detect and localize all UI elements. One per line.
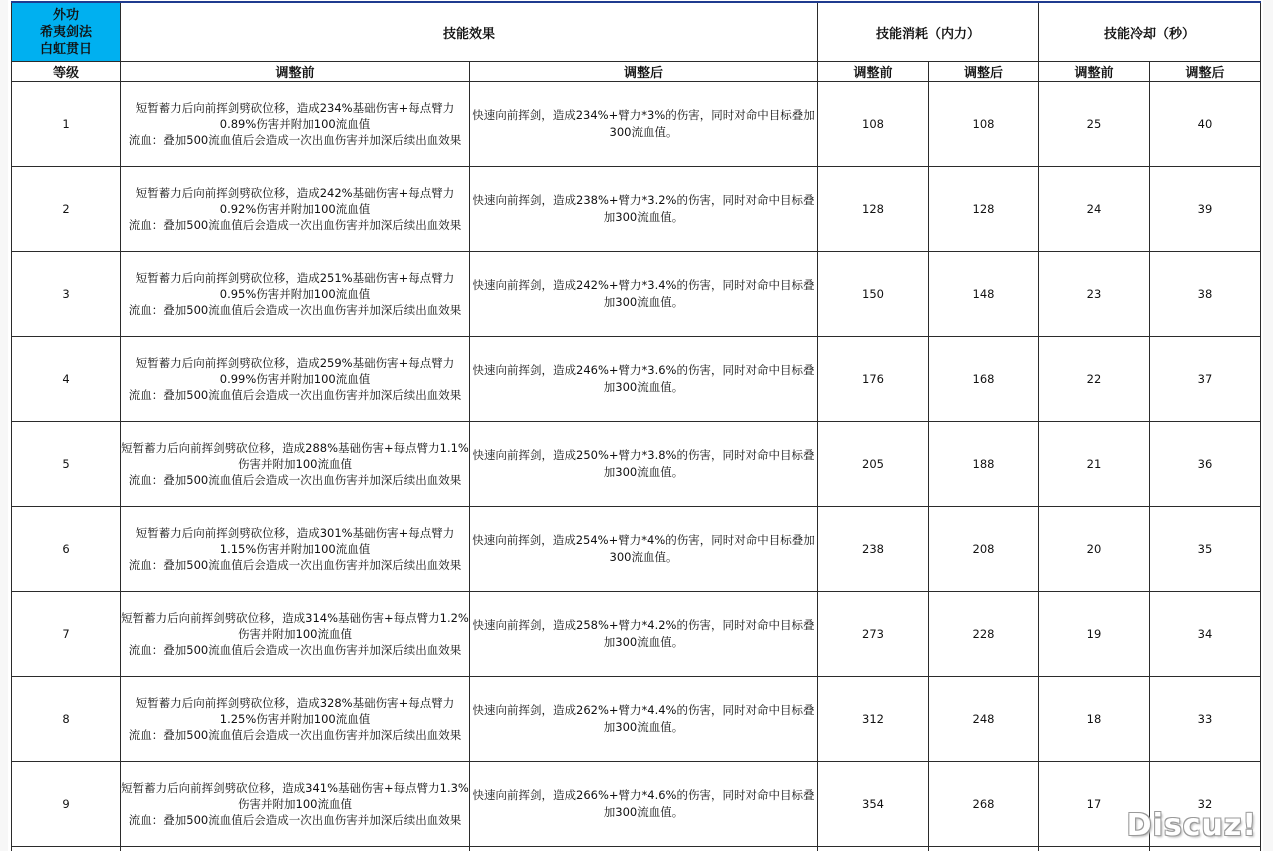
- effect-before-line: 流血：叠加500流血值后会造成一次出血伤害并加深后续出血效果: [128, 133, 462, 147]
- effect-before-line: 流血：叠加500流血值后会造成一次出血伤害并加深后续出血效果: [128, 473, 462, 487]
- effect-after-cell[interactable]: 快速向前挥剑，造成250%+臂力*3.8%的伤害，同时对命中目标叠加300流血值。: [470, 422, 818, 507]
- subheader-cost-before[interactable]: 调整前: [818, 62, 929, 82]
- cost-before-cell[interactable]: 176: [818, 337, 929, 422]
- level-cell[interactable]: 6: [12, 507, 121, 592]
- table-row: [12, 677, 1261, 762]
- cost-before-cell[interactable]: 354: [818, 762, 929, 847]
- cost-after-cell[interactable]: 268: [929, 762, 1039, 847]
- header-effect[interactable]: 技能效果: [121, 2, 818, 62]
- cost-after-cell[interactable]: 188: [929, 422, 1039, 507]
- subheader-cost-after[interactable]: 调整后: [929, 62, 1039, 82]
- level-cell[interactable]: 3: [12, 252, 121, 337]
- effect-before-cell[interactable]: [121, 422, 470, 507]
- table-row: [12, 507, 1261, 592]
- cost-after-cell[interactable]: 168: [929, 337, 1039, 422]
- title-line-category: 外功: [52, 7, 79, 23]
- effect-before-cell[interactable]: [121, 337, 470, 422]
- cd-before-cell[interactable]: 17: [1039, 762, 1150, 847]
- effect-before-line: 短暂蓄力后向前挥剑劈砍位移，造成301%基础伤害+每点臂力1.15%伤害并附加100流血值: [135, 526, 455, 556]
- level-cell[interactable]: 7: [12, 592, 121, 677]
- table-row: [12, 82, 1261, 167]
- empty-cell[interactable]: [1039, 847, 1150, 851]
- empty-cell[interactable]: [1150, 847, 1261, 851]
- level-cell[interactable]: 1: [12, 82, 121, 167]
- cost-before-cell[interactable]: 150: [818, 252, 929, 337]
- level-cell[interactable]: 4: [12, 337, 121, 422]
- effect-after-cell[interactable]: 快速向前挥剑，造成254%+臂力*4%的伤害，同时对命中目标叠加300流血值。: [470, 507, 818, 592]
- effect-before-line: 流血：叠加500流血值后会造成一次出血伤害并加深后续出血效果: [128, 643, 462, 657]
- cd-before-cell[interactable]: 19: [1039, 592, 1150, 677]
- cd-after-cell[interactable]: 37: [1150, 337, 1261, 422]
- effect-before-line: 流血：叠加500流血值后会造成一次出血伤害并加深后续出血效果: [128, 813, 462, 827]
- level-cell[interactable]: 5: [12, 422, 121, 507]
- table-row: [12, 252, 1261, 337]
- cost-after-cell[interactable]: 228: [929, 592, 1039, 677]
- effect-before-line: 短暂蓄力后向前挥剑劈砍位移，造成328%基础伤害+每点臂力1.25%伤害并附加100流血值: [135, 696, 455, 726]
- table-row: [12, 762, 1261, 847]
- title-line-skill: 白虹贯日: [39, 41, 92, 57]
- title-line-school: 希夷剑法: [39, 24, 92, 40]
- effect-before-cell[interactable]: [121, 677, 470, 762]
- subheader-effect-before[interactable]: 调整前: [121, 62, 470, 82]
- effect-after-cell[interactable]: 快速向前挥剑，造成246%+臂力*3.6%的伤害，同时对命中目标叠加300流血值。: [470, 337, 818, 422]
- cd-before-cell[interactable]: 25: [1039, 82, 1150, 167]
- cost-after-cell[interactable]: 108: [929, 82, 1039, 167]
- cd-before-cell[interactable]: 20: [1039, 507, 1150, 592]
- cd-before-cell[interactable]: 22: [1039, 337, 1150, 422]
- cd-after-cell[interactable]: 38: [1150, 252, 1261, 337]
- effect-before-cell[interactable]: [121, 167, 470, 252]
- effect-before-cell[interactable]: [121, 507, 470, 592]
- cost-before-cell[interactable]: 238: [818, 507, 929, 592]
- effect-before-line: 短暂蓄力后向前挥剑劈砍位移，造成242%基础伤害+每点臂力0.92%伤害并附加100流血值: [135, 186, 455, 216]
- level-cell[interactable]: 9: [12, 762, 121, 847]
- table-row: [12, 337, 1261, 422]
- effect-before-line: 流血：叠加500流血值后会造成一次出血伤害并加深后续出血效果: [128, 303, 462, 317]
- effect-before-cell[interactable]: [121, 252, 470, 337]
- discuz-watermark: Discuz!: [1126, 808, 1257, 843]
- level-cell[interactable]: 2: [12, 167, 121, 252]
- cd-after-cell[interactable]: 40: [1150, 82, 1261, 167]
- cd-before-cell[interactable]: 23: [1039, 252, 1150, 337]
- empty-cell[interactable]: [12, 847, 121, 851]
- cost-after-cell[interactable]: 248: [929, 677, 1039, 762]
- table-row: [12, 167, 1261, 252]
- effect-after-cell[interactable]: 快速向前挥剑，造成238%+臂力*3.2%的伤害，同时对命中目标叠加300流血值。: [470, 167, 818, 252]
- cost-before-cell[interactable]: 205: [818, 422, 929, 507]
- level-cell[interactable]: 8: [12, 677, 121, 762]
- skill-title-cell[interactable]: [12, 2, 121, 62]
- subheader-level[interactable]: 等级: [12, 62, 121, 82]
- effect-before-line: 短暂蓄力后向前挥剑劈砍位移，造成259%基础伤害+每点臂力0.99%伤害并附加100流血值: [135, 356, 455, 386]
- cost-after-cell[interactable]: 208: [929, 507, 1039, 592]
- subheader-cd-after[interactable]: 调整后: [1150, 62, 1261, 82]
- cost-before-cell[interactable]: 312: [818, 677, 929, 762]
- header-row: [12, 2, 1261, 62]
- effect-before-line: 短暂蓄力后向前挥剑劈砍位移，造成341%基础伤害+每点臂力1.3%伤害并附加100流血值: [121, 781, 469, 811]
- subheader-effect-after[interactable]: 调整后: [470, 62, 818, 82]
- effect-after-cell[interactable]: 快速向前挥剑，造成234%+臂力*3%的伤害，同时对命中目标叠加300流血值。: [470, 82, 818, 167]
- effect-before-line: 短暂蓄力后向前挥剑劈砍位移，造成288%基础伤害+每点臂力1.1%伤害并附加100流血值: [121, 441, 469, 471]
- empty-cell[interactable]: [121, 847, 470, 851]
- header-cost[interactable]: 技能消耗（内力）: [818, 2, 1039, 62]
- subheader-cd-before[interactable]: 调整前: [1039, 62, 1150, 82]
- effect-before-line: 流血：叠加500流血值后会造成一次出血伤害并加深后续出血效果: [128, 728, 462, 742]
- table-row: [12, 422, 1261, 507]
- effect-after-cell[interactable]: 快速向前挥剑，造成262%+臂力*4.4%的伤害，同时对命中目标叠加300流血值。: [470, 677, 818, 762]
- effect-before-line: 短暂蓄力后向前挥剑劈砍位移，造成314%基础伤害+每点臂力1.2%伤害并附加100流血值: [121, 611, 469, 641]
- cd-before-cell[interactable]: 18: [1039, 677, 1150, 762]
- empty-cell[interactable]: [818, 847, 929, 851]
- cd-before-cell[interactable]: 24: [1039, 167, 1150, 252]
- effect-before-line: 流血：叠加500流血值后会造成一次出血伤害并加深后续出血效果: [128, 218, 462, 232]
- table-row: [12, 592, 1261, 677]
- empty-cell[interactable]: [470, 847, 818, 851]
- effect-before-cell[interactable]: [121, 592, 470, 677]
- cost-after-cell[interactable]: 148: [929, 252, 1039, 337]
- effect-after-cell[interactable]: 快速向前挥剑，造成242%+臂力*3.4%的伤害，同时对命中目标叠加300流血值。: [470, 252, 818, 337]
- effect-after-cell[interactable]: 快速向前挥剑，造成266%+臂力*4.6%的伤害，同时对命中目标叠加300流血值。: [470, 762, 818, 847]
- cd-after-cell[interactable]: 34: [1150, 592, 1261, 677]
- cd-after-cell[interactable]: 39: [1150, 167, 1261, 252]
- header-cooldown[interactable]: 技能冷却（秒）: [1039, 2, 1261, 62]
- cost-before-cell[interactable]: 108: [818, 82, 929, 167]
- cost-before-cell[interactable]: 128: [818, 167, 929, 252]
- skill-table: [11, 1, 1261, 851]
- effect-before-line: 短暂蓄力后向前挥剑劈砍位移，造成234%基础伤害+每点臂力0.89%伤害并附加100流血值: [135, 101, 455, 131]
- cd-after-cell[interactable]: 33: [1150, 677, 1261, 762]
- table-row-partial: [12, 847, 1261, 851]
- effect-before-line: 流血：叠加500流血值后会造成一次出血伤害并加深后续出血效果: [128, 558, 462, 572]
- cd-before-cell[interactable]: 21: [1039, 422, 1150, 507]
- cost-after-cell[interactable]: 128: [929, 167, 1039, 252]
- cd-after-cell[interactable]: 36: [1150, 422, 1261, 507]
- cost-before-cell[interactable]: 273: [818, 592, 929, 677]
- subheader-row: [12, 62, 1261, 82]
- cd-after-cell[interactable]: 35: [1150, 507, 1261, 592]
- effect-before-cell[interactable]: [121, 762, 470, 847]
- effect-before-cell[interactable]: [121, 82, 470, 167]
- cd-after-cell[interactable]: 32: [1150, 762, 1261, 847]
- effect-before-line: 流血：叠加500流血值后会造成一次出血伤害并加深后续出血效果: [128, 388, 462, 402]
- empty-cell[interactable]: [929, 847, 1039, 851]
- effect-before-line: 短暂蓄力后向前挥剑劈砍位移，造成251%基础伤害+每点臂力0.95%伤害并附加100流血值: [135, 271, 455, 301]
- effect-after-cell[interactable]: 快速向前挥剑，造成258%+臂力*4.2%的伤害，同时对命中目标叠加300流血值。: [470, 592, 818, 677]
